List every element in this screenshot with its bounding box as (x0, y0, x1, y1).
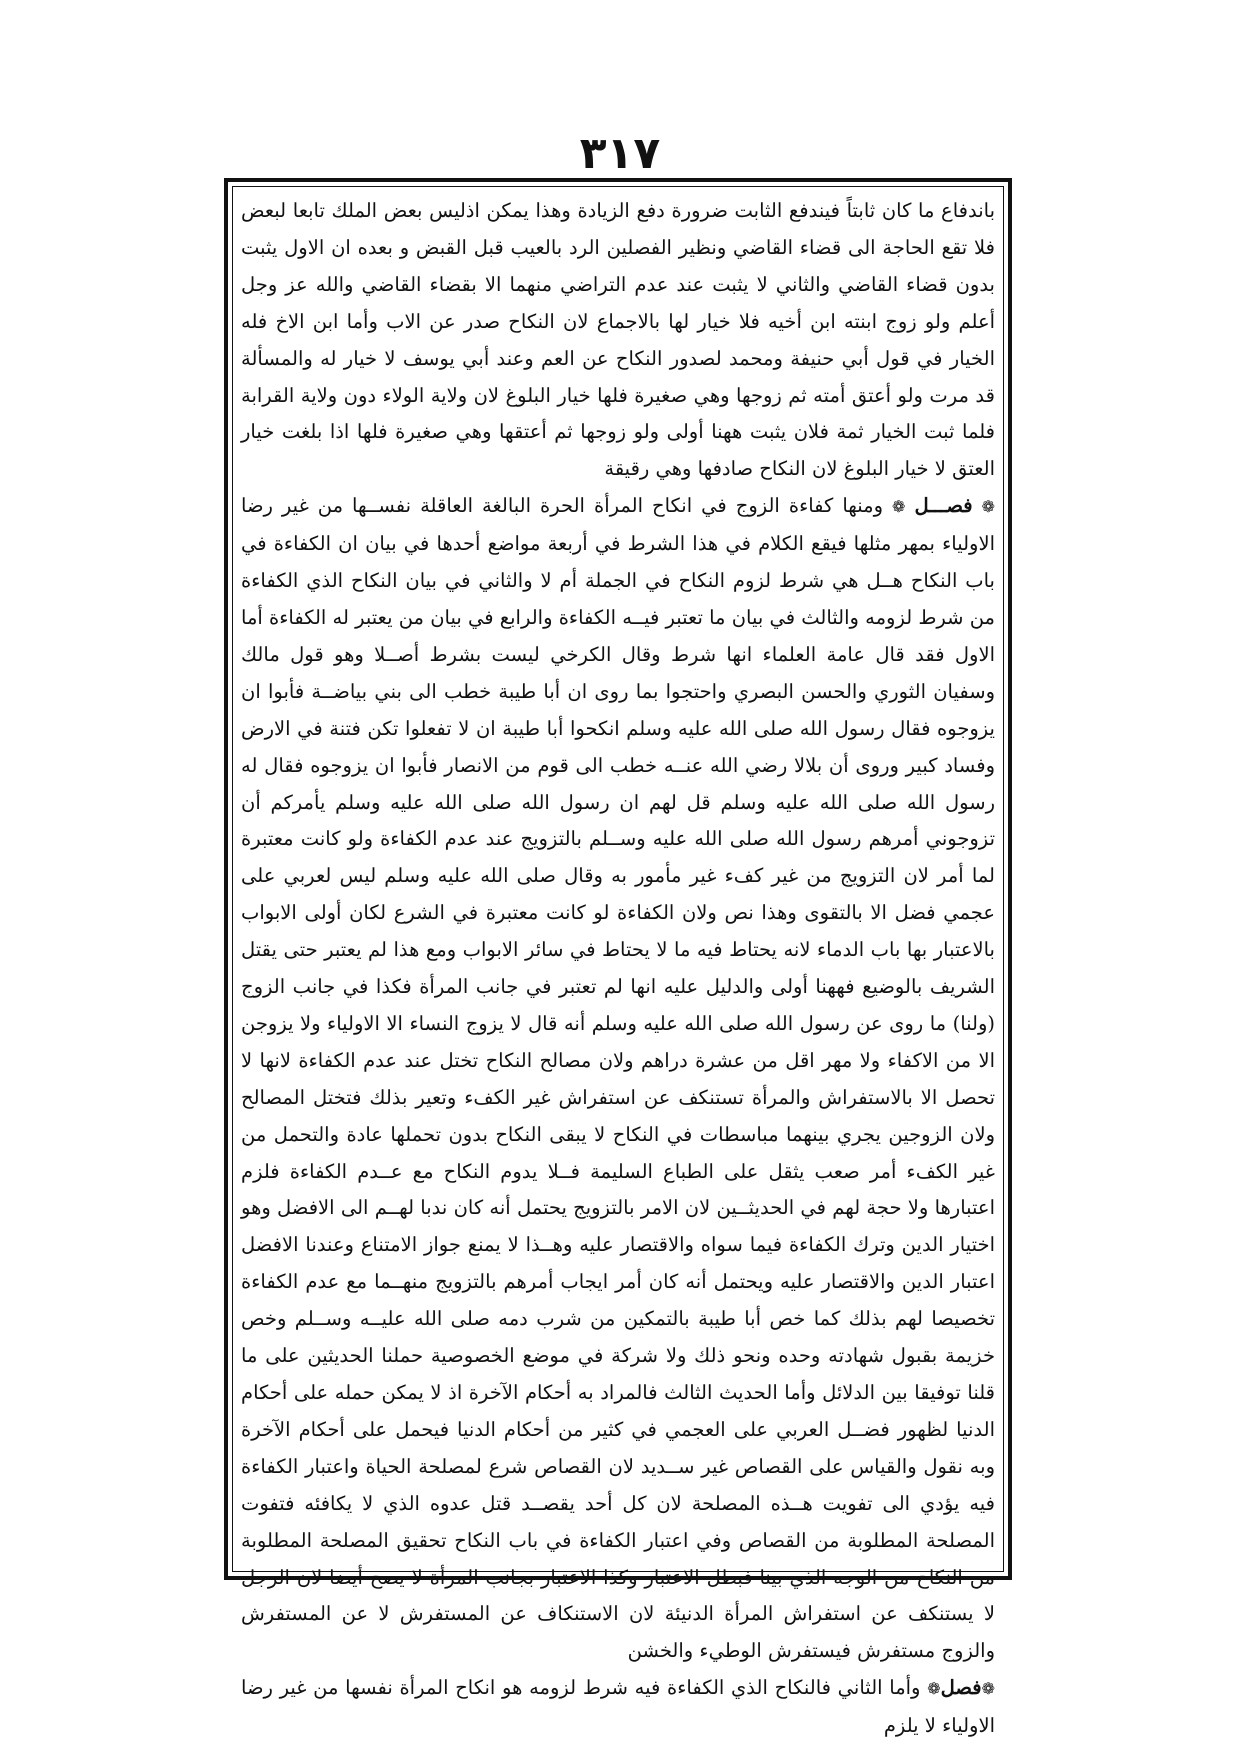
paragraph-1 (241, 193, 995, 488)
paragraph-2 (241, 488, 995, 1670)
paragraph-1-text: باندفاع ما كان ثابتاً فيندفع الثابت ضرورة دفع الزيادة وهذا يمكن اذليس بعض الملك تابعا لبعض فلا تقع الحاجة الى قضاء القاضي ونظير الفصلين الرد بالعيب قبل القبض و بعده ان الاول يثبت بدون قضاء القاضي والثاني لا يثبت عند عدم التراضي منهما الا بقضاء القاضي والله عز وجل أعلم ولو زوج ابنته ابن أخيه فلا خيار لها بالاجماع لان النكاح صدر عن الاب وأما ابن الاخ فله الخيار في قول أبي حنيفة ومحمد لصدور النكاح عن العم وعند أبي يوسف لا خيار له والمسألة قد مرت ولو أعتق أمته ثم زوجها وهي صغيرة فلها خيار البلوغ لان ولاية الولاء دون ولاية القرابة فلما ثبت الخيار ثمة فلان يثبت ههنا أولى ولو زوجها ثم أعتقها وهي صغيرة فلها اذا بلغت خيار العتق لا خيار البلوغ لان النكاح صادفها وهي رقيقة (241, 199, 995, 481)
page-number: ٣١٧ (579, 128, 661, 179)
section-heading: فصل (940, 1676, 982, 1700)
paragraph-3 (241, 1670, 995, 1745)
text-body (241, 193, 996, 1738)
page-border-inner (232, 186, 1004, 1738)
paragraph-2-text: ومنها كفاءة الزوج في انكاح المرأة الحرة البالغة العاقلة نفســها من غير رضا الاولياء بمهر مثلها فيقع الكلام في هذا الشرط في أربعة مواضع أحدها في بيان ان الكفاءة في باب النكاح هــل هي شرط لزوم النكاح في الجملة أم لا والثاني في بيان النكاح الذي الكفاءة من شرط لزومه والثالث في بيان ما تعتبر فيــه الكفاءة والرابع في بيان من يعتبر له الكفاءة أما الاول فقد قال عامة العلماء انها شرط وقال الكرخي ليست بشرط أصــلا وهو قول مالك وسفيان الثوري والحسن البصري واحتجوا بما روى ان أبا طيبة خطب الى بني بياضــة فأبوا ان يزوجوه فقال رسول الله صلى الله عليه وسلم انكحوا أبا طيبة ان لا تفعلوا تكن فتنة في الارض وفساد كبير وروى أن بلالا رضي الله عنــه خطب الى قوم من الانصار فأبوا ان يزوجوه فقال له رسول الله صلى الله عليه وسلم قل لهم ان رسول الله صلى الله عليه وسلم يأمركم أن تزوجوني أمرهم رسول الله صلى الله عليه وســلم بالتزويج عند عدم الكفاءة ولو كانت معتبرة لما أمر لان التزويج من غير كفء غير مأمور به وقال صلى الله عليه وسلم ليس لعربي على عجمي فضل الا بالتقوى وهذا نص ولان الكفاءة لو كانت معتبرة في الشرع لكان أولى الابواب بالاعتبار بها باب الدماء لانه يحتاط فيه ما لا يحتاط في سائر الابواب ومع هذا لم يعتبر حتى يقتل الشريف بالوضيع فههنا أولى والدليل عليه انها لم تعتبر في جانب المرأة فكذا في جانب الزوج (ولنا) ما روى عن رسول الله صلى الله عليه وسلم أنه قال لا يزوج النساء الا الاولياء ولا يزوجن الا من الاكفاء ولا مهر اقل من عشرة دراهم ولان مصالح النكاح تختل عند عدم الكفاءة لانها لا تحصل الا بالاستفراش والمرأة تستنكف عن استفراش غير الكفء وتعير بذلك فتختل المصالح ولان الزوجين يجري بينهما مباسطات في النكاح لا يبقى النكاح بدون تحملها عادة والتحمل من غير الكفء أمر صعب يثقل على الطباع السليمة فــلا يدوم النكاح مع عــدم الكفاءة فلزم اعتبارها ولا حجة لهم في الحديثــين لان الامر بالتزويج يحتمل أنه كان ندبا لهــم الى الافضل وهو اختيار الدين وترك الكفاءة فيما سواه والاقتصار عليه وهــذا لا يمنع جواز الامتناع وعندنا الافضل اعتبار الدين والاقتصار عليه ويحتمل أنه كان أمر ايجاب أمرهم بالتزويج منهــما مع عدم الكفاءة تخصيصا لهم بذلك كما خص أبا طيبة بالتمكين من شرب دمه صلى الله عليــه وســلم وخص خزيمة بقبول شهادته وحده ونحو ذلك ولا شركة في موضع الخصوصية حملنا الحديثين على ما قلنا توفيقا بين الدلائل وأما الحديث الثالث فالمراد به أحكام الآخرة اذ لا يمكن حمله على أحكام الدنيا لظهور فضــل العربي على العجمي في كثير من أحكام الدنيا فيحمل على أحكام الآخرة وبه نقول والقياس على القصاص غير ســديد لان القصاص شرع لمصلحة الحياة واعتبار الكفاءة فيه يؤدي الى تفويت هــذه المصلحة لان كل أحد يقصــد قتل عدوه الذي لا يكافئه فتفوت المصلحة المطلوبة من القصاص وفي اعتبار الكفاءة في باب النكاح تحقيق المصلحة المطلوبة من النكاح من الوجه الذي بينا فبطل الاعتبار وكذا الاعتبار بجانب المرأة لا يصح أيضا لان الرجل لا يستنكف عن استفراش المرأة الدنيئة لان الاستنكاف عن المستفرش لا عن المستفرش والزوج مستفرش فيستفرش الوطيء والخشن (241, 494, 995, 1663)
ornament-icon: ❁ (892, 497, 906, 517)
paragraph-3-text: وأما الثاني فالنكاح الذي الكفاءة فيه شرط لزومه هو انكاح المرأة نفسها من غير رضا الاولياء لا يلزم (241, 1676, 995, 1738)
ornament-icon: ❁ (927, 1679, 941, 1699)
section-heading: فصـــل (914, 494, 973, 518)
ornament-icon: ❁ (981, 497, 996, 517)
ornament-icon: ❁ (981, 1679, 995, 1699)
